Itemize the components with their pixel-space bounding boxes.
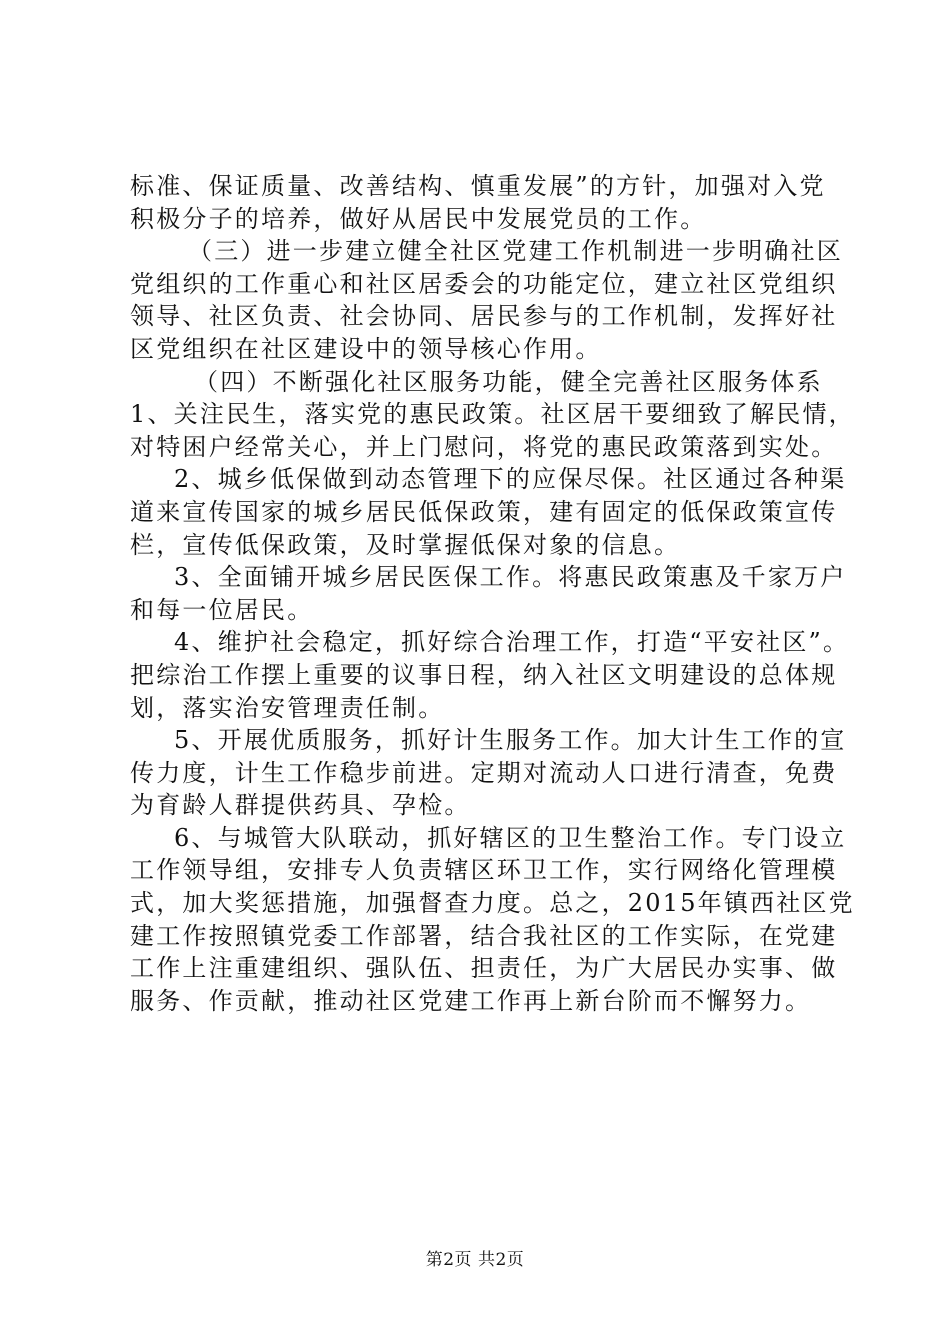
text-line: 把综治工作摆上重要的议事日程，纳入社区文明建设的总体规 <box>130 660 838 689</box>
text-line: 传力度，计生工作稳步前进。定期对流动人口进行清查，免费 <box>130 758 838 787</box>
text-line: 和每一位居民。 <box>130 595 314 624</box>
section-heading-4: （四）不断强化社区服务功能，健全完善社区服务体系 <box>194 367 823 396</box>
text-line: 领导、社区负责、社会协同、居民参与的工作机制，发挥好社 <box>130 302 838 331</box>
text-line: 标准、保证质量、改善结构、慎重发展”的方针，加强对入党 <box>130 172 826 200</box>
text-line: 建工作按照镇党委工作部署，结合我社区的工作实际，在党建 <box>130 921 838 950</box>
text-line: 工作领导组，安排专人负责辖区环卫工作，实行网络化管理模 <box>130 856 838 885</box>
text-line: 党组织的工作重心和社区居委会的功能定位，建立社区党组织 <box>130 269 838 298</box>
text-line: 积极分子的培养，做好从居民中发展党员的工作。 <box>130 204 707 233</box>
text-line: 工作上注重建组织、强队伍、担责任，为广大居民办实事、做 <box>130 954 838 983</box>
list-item-4: 4、维护社会稳定，抓好综合治理工作，打造“平安社区”。 <box>174 628 850 657</box>
list-item-5: 5、开展优质服务，抓好计生服务工作。加大计生工作的宣 <box>174 726 847 755</box>
text-line: 服务、作贡献，推动社区党建工作再上新台阶而不懈努力。 <box>130 986 812 1015</box>
page-number-label: 第2页 共2页 <box>425 1250 525 1270</box>
list-item-3: 3、全面铺开城乡居民医保工作。将惠民政策惠及千家万户 <box>174 563 847 592</box>
list-item-6: 6、与城管大队联动，抓好辖区的卫生整治工作。专门设立 <box>174 823 847 852</box>
text-line: 栏，宣传低保政策，及时掌握低保对象的信息。 <box>130 530 681 559</box>
text-line: 为育龄人群提供药具、孕检。 <box>130 791 471 820</box>
text-line: 对特困户经常关心，并上门慰问，将党的惠民政策落到实处。 <box>130 432 838 461</box>
text-line: 1、关注民生，落实党的惠民政策。社区居干要细致了解民情， <box>130 400 855 429</box>
page-footer <box>0 1245 950 1270</box>
list-item-2: 2、城乡低保做到动态管理下的应保尽保。社区通过各种渠 <box>174 465 847 494</box>
section-heading-3: （三）进一步建立健全社区党建工作机制进一步明确社区 <box>188 237 843 266</box>
document-body <box>130 170 855 1017</box>
text-line: 道来宣传国家的城乡居民低保政策，建有固定的低保政策宣传 <box>130 497 838 526</box>
text-line: 区党组织在社区建设中的领导核心作用。 <box>130 334 602 363</box>
text-line: 式，加大奖惩措施，加强督查力度。总之，2015年镇西社区党 <box>130 889 855 918</box>
text-line: 划，落实治安管理责任制。 <box>130 693 445 722</box>
